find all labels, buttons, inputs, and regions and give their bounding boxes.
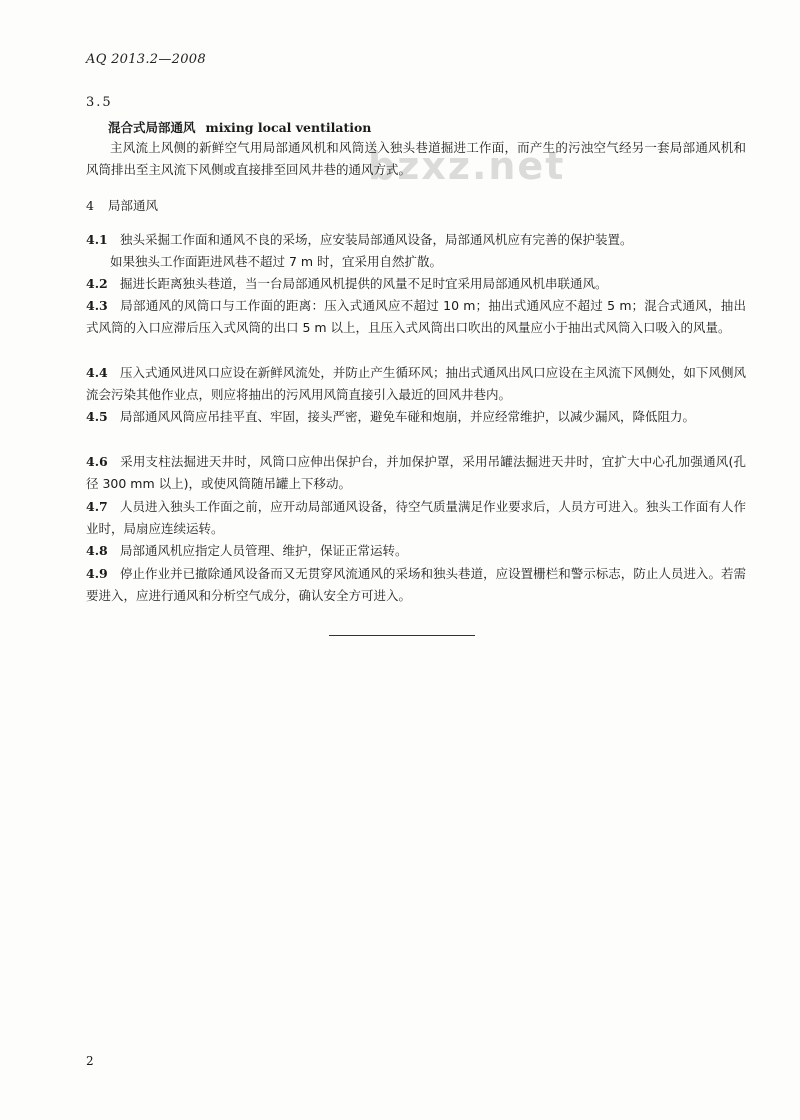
clause-4-1 xyxy=(86,229,746,251)
clause-text: 独头采掘工作面和通风不良的采场，应安装局部通风设备，局部通风机应有完善的保护装置。 xyxy=(120,232,633,247)
clause-number: 4.8 xyxy=(86,543,108,558)
clause-4-6 xyxy=(86,451,746,495)
term-cn: 混合式局部通风 xyxy=(108,120,196,135)
end-of-standard-rule xyxy=(329,635,475,636)
clause-number: 4.3 xyxy=(86,298,108,313)
clause-number: 4.7 xyxy=(86,499,108,514)
clause-text: 采用支柱法掘进天井时，风筒口应伸出保护台，并加保护罩，采用吊罐法掘进天井时，宜扩大中心孔加强通风(孔径 300 mm 以上)，或使风筒随吊罐上下移动。 xyxy=(86,454,746,491)
section-4-number: 4 xyxy=(86,198,94,213)
clause-4-7 xyxy=(86,496,746,540)
clause-number: 4.1 xyxy=(86,232,108,247)
standard-code-header: AQ 2013.2—2008 xyxy=(86,52,206,67)
clause-number: 4.5 xyxy=(86,409,108,424)
section-3-5-number: 3.5 xyxy=(86,95,113,110)
watermark: bzxz.net xyxy=(368,144,566,188)
clause-number: 4.4 xyxy=(86,365,108,380)
clause-text: 如果独头工作面距进风巷不超过 7 m 时，宜采用自然扩散。 xyxy=(110,254,443,269)
clause-4-1-note xyxy=(86,251,746,273)
clause-number: 4.9 xyxy=(86,566,108,581)
section-4-heading xyxy=(86,196,158,214)
clause-number: 4.2 xyxy=(86,276,108,291)
clause-text: 掘进长距离独头巷道，当一台局部通风机提供的风量不足时宜采用局部通风机串联通风。 xyxy=(120,276,608,291)
term-en: mixing local ventilation xyxy=(205,120,372,135)
clause-text: 压入式通风进风口应设在新鲜风流处，并防止产生循环风；抽出式通风出风口应设在主风流下风侧处，如下风侧风流会污染其他作业点，则应将抽出的污风用风筒直接引入最近的回风井巷内。 xyxy=(86,365,746,402)
term-definition: 主风流上风侧的新鲜空气用局部通风机和风筒送入独头巷道掘进工作面，而产生的污浊空气经另一套局部通风机和风筒排出至主风流下风侧或直接排至回风井巷的通风方式。 xyxy=(86,140,746,177)
clause-text: 停止作业并已撤除通风设备而又无贯穿风流通风的采场和独头巷道，应设置栅栏和警示标志，防止人员进入。若需要进入，应进行通风和分析空气成分，确认安全方可进入。 xyxy=(86,566,746,603)
clause-text: 局部通风的风筒口与工作面的距离：压入式通风应不超过 10 m；抽出式通风应不超过 5 m；混合式通风，抽出式风筒的入口应滞后压入式风筒的出口 5 m 以上，且压入式风筒出口吹出的风量应小于抽出式风筒入口吸入的风量。 xyxy=(86,298,746,335)
clause-4-4 xyxy=(86,362,746,406)
term-title xyxy=(108,118,371,136)
clause-text: 人员进入独头工作面之前，应开动局部通风设备，待空气质量满足作业要求后，人员方可进入。独头工作面有人作业时，局扇应连续运转。 xyxy=(86,499,746,536)
section-4-title: 局部通风 xyxy=(107,198,158,213)
clause-number: 4.6 xyxy=(86,454,108,469)
clause-4-5 xyxy=(86,406,746,428)
page-number: 2 xyxy=(86,1054,94,1068)
clause-text: 局部通风机应指定人员管理、维护，保证正常运转。 xyxy=(120,543,408,558)
clause-4-2 xyxy=(86,273,746,295)
clause-4-9 xyxy=(86,563,746,607)
clause-4-3 xyxy=(86,295,746,339)
clause-text: 局部通风风筒应吊挂平直、牢固，接头严密，避免车碰和炮崩，并应经常维护，以减少漏风，降低阻力。 xyxy=(120,409,696,424)
clause-4-8 xyxy=(86,540,746,562)
